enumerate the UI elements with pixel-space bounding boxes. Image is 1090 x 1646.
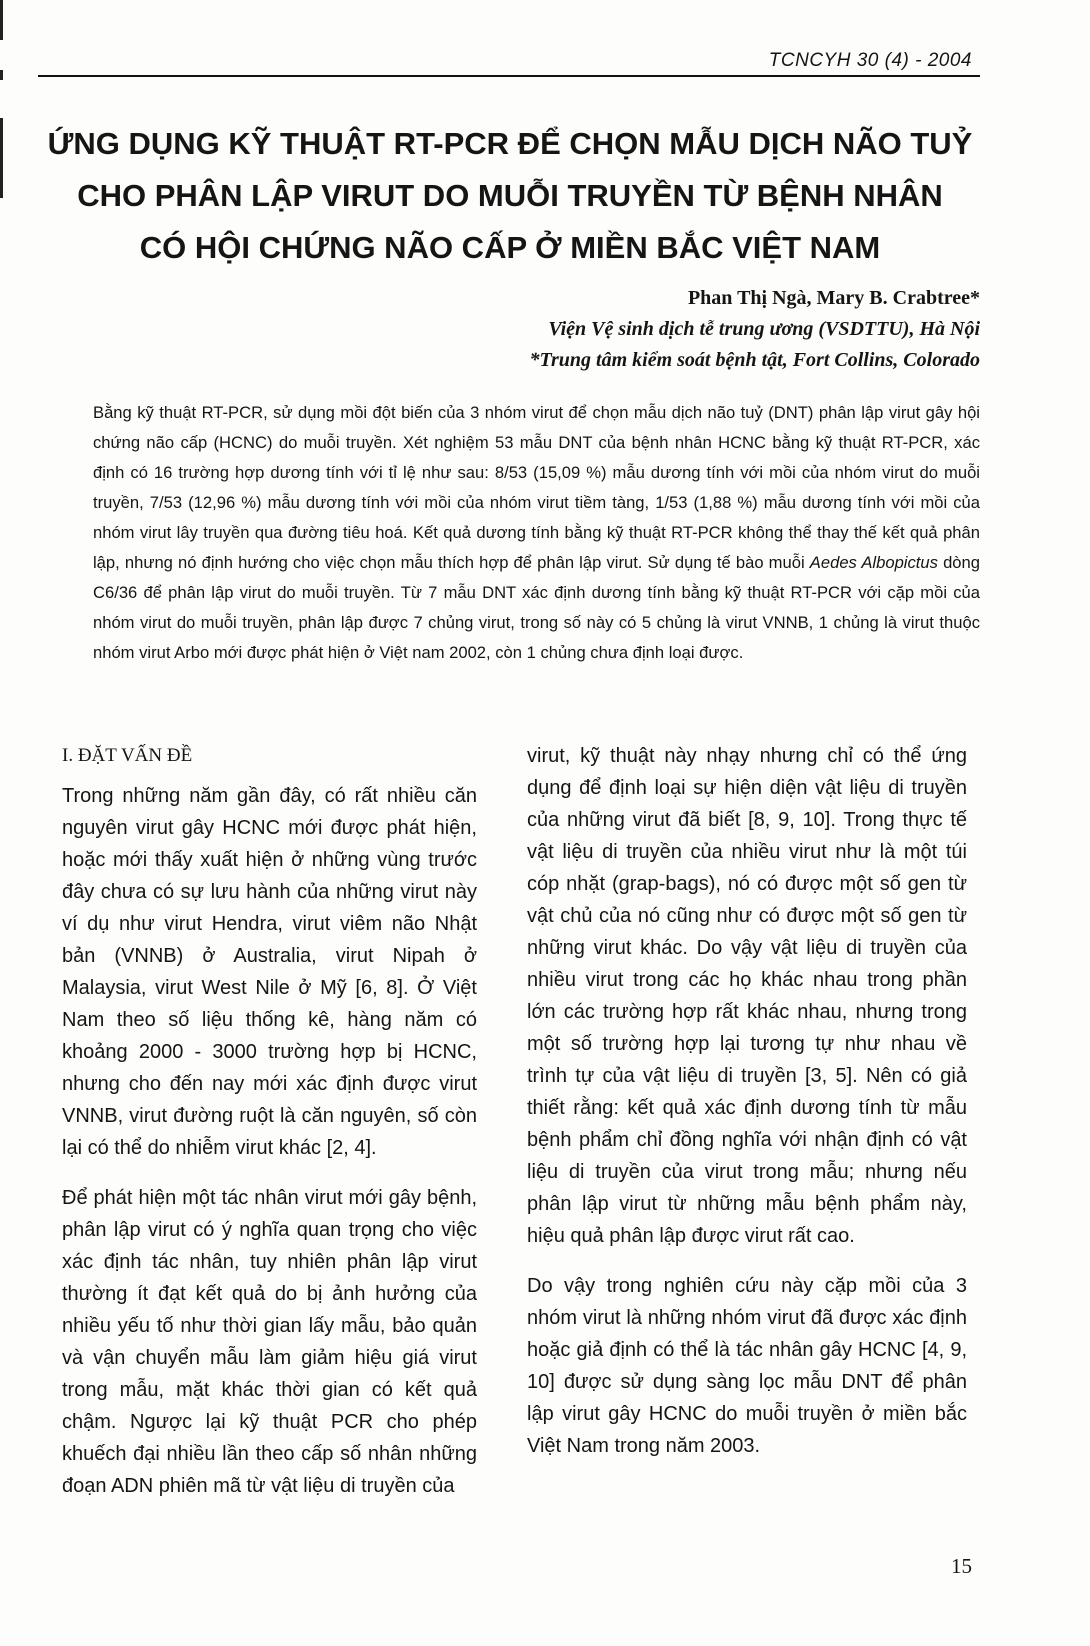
abstract <box>93 398 980 668</box>
title-line-2: CHO PHÂN LẬP VIRUT DO MUỖI TRUYỀN TỪ BỆNH NHÂN <box>77 178 943 213</box>
author-block <box>530 283 980 376</box>
abstract-text-2: dòng C6/36 để phân lập virut do muỗi truyền. Từ 7 mẫu DNT xác định dương tính bằng kỹ thuật RT-PCR với cặp mồi của nhóm virut do muỗi truyền, phân lập được 7 chủng virut, trong số này có 5 chủng là virut VNNB, 1 chủng là virut thuộc nhóm virut Arbo mới được phát hiện ở Việt nam 2002, còn 1 chủng chưa định loại được. <box>93 553 980 662</box>
left-column <box>62 740 477 1520</box>
right-paragraph-2: Do vậy trong nghiên cứu này cặp mồi của 3 nhóm virut là những nhóm virut đã được xác định hoặc giả định có thể là tác nhân gây HCNC [4, 9, 10] được sử dụng sàng lọc mẫu DNT để phân lập virut gây HCNC do muỗi truyền ở miền bắc Việt Nam trong năm 2003. <box>527 1275 967 1457</box>
right-paragraph-1: virut, kỹ thuật này nhạy nhưng chỉ có thể ứng dụng để định loại sự hiện diện vật liệu di truyền của những virut đã biết [8, 9, 10]. Trong thực tế vật liệu di truyền của nhiều virut như là một túi cóp nhặt (grap-bags), nó có được một số gen từ vật chủ của nó cũng như có được một số gen từ những virut khác. Do vậy vật liệu di truyền của nhiều virut trong các họ khác nhau trong phần lớn các trường hợp rất khác nhau, nhưng trong một số trường hợp lại tương tự như nhau về trình tự của vật liệu di truyền [3, 5]. Nên có giả thiết rằng: kết quả xác định dương tính từ mẫu bệnh phẩm chỉ đồng nghĩa với nhận định có vật liệu di truyền của virut trong mẫu; nhưng nếu phân lập virut từ những mẫu bệnh phẩm này, hiệu quả phân lập được virut rất cao. <box>527 745 967 1247</box>
margin-mark <box>0 118 3 198</box>
abstract-text-1: Bằng kỹ thuật RT-PCR, sử dụng mồi đột biến của 3 nhóm virut để chọn mẫu dịch não tuỷ (DNT) phân lập virut gây hội chứng não cấp (HCNC) do muỗi truyền. Xét nghiệm 53 mẫu DNT của bệnh nhân HCNC bằng kỹ thuật RT-PCR, xác định có 16 trường hợp dương tính với tỉ lệ như sau: 8/53 (15,09 %) mẫu dương tính với mồi của nhóm virut do muỗi truyền, 7/53 (12,96 %) mẫu dương tính với mồi của nhóm virut tiềm tàng, 1/53 (1,88 %) mẫu dương tính với mồi của nhóm virut lây truyền qua đường tiêu hoá. Kết quả dương tính bằng kỹ thuật RT-PCR không thể thay thế kết quả phân lập, nhưng nó định hướng cho việc chọn mẫu thích hợp để phân lập virut. Sử dụng tế bào muỗi <box>93 403 980 572</box>
left-paragraph-2: Để phát hiện một tác nhân virut mới gây bệnh, phân lập virut có ý nghĩa quan trọng cho việc xác định tác nhân, tuy nhiên phân lập virut thường ít đạt kết quả do bị ảnh hưởng của nhiều yếu tố như thời gian lấy mẫu, bảo quản và vận chuyển mẫu làm giảm hiệu giá virut trong mẫu, mặt khác thời gian có kết quả chậm. Ngược lại kỹ thuật PCR cho phép khuếch đại nhiều lần theo cấp số nhân những đoạn ADN phiên mã từ vật liệu di truyền của <box>62 1187 477 1497</box>
species-name: Aedes Albopictus <box>809 553 938 572</box>
section-heading: I. ĐẶT VẤN ĐỀ <box>62 745 193 766</box>
margin-mark <box>0 0 3 40</box>
page-number: 15 <box>951 1554 972 1578</box>
title-line-1: ỨNG DỤNG KỸ THUẬT RT-PCR ĐỂ CHỌN MẪU DỊCH NÃO TUỶ <box>47 126 973 161</box>
affiliation-1: Viện Vệ sinh dịch tễ trung ương (VSDTTU), Hà Nội <box>548 318 980 340</box>
left-paragraph-1: Trong những năm gần đây, có rất nhiều căn nguyên virut gây HCNC mới được phát hiện, hoặc mới thấy xuất hiện ở những vùng trước đây chưa có sự lưu hành của những virut này ví dụ như virut Hendra, virut viêm não Nhật bản (VNNB) ở Australia, virut Nipah ở Malaysia, virut West Nile ở Mỹ [6, 8]. Ở Việt Nam theo số liệu thống kê, hàng năm có khoảng 2000 - 3000 trường hợp bị HCNC, nhưng cho đến nay mới xác định được virut VNNB, virut đường ruột là căn nguyên, số còn lại có thể do nhiễm virut khác [2, 4]. <box>62 785 477 1159</box>
paper-title <box>40 118 980 274</box>
right-column <box>527 740 967 1480</box>
affiliation-2: *Trung tâm kiểm soát bệnh tật, Fort Collins, Colorado <box>529 349 980 371</box>
margin-mark <box>0 70 3 80</box>
title-line-3: CÓ HỘI CHỨNG NÃO CẤP Ở MIỀN BẮC VIỆT NAM <box>139 230 881 265</box>
journal-header: TCNCYH 30 (4) - 2004 <box>768 50 972 71</box>
author-names: Phan Thị Ngà, Mary B. Crabtree* <box>687 287 980 309</box>
header-rule <box>38 75 980 77</box>
